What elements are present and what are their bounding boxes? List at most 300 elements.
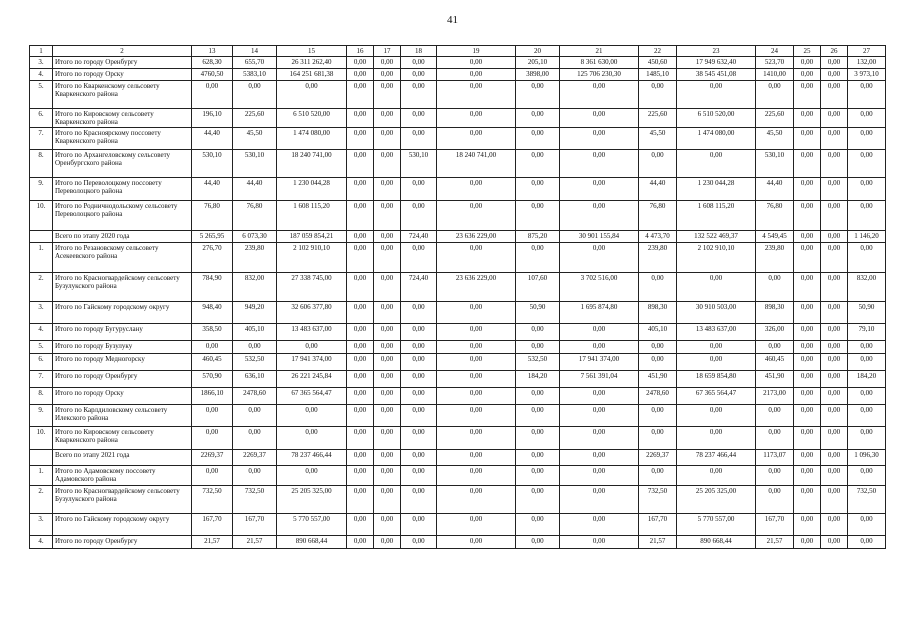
value-cell: 0,00	[794, 231, 821, 243]
value-cell: 0,00	[374, 109, 401, 128]
value-cell: 0,00	[821, 201, 848, 231]
value-cell: 0,00	[374, 466, 401, 486]
value-cell: 0,00	[848, 341, 886, 354]
value-cell: 0,00	[516, 450, 560, 466]
value-cell: 0,00	[560, 243, 639, 273]
value-cell: 0,00	[639, 341, 677, 354]
value-cell: 0,00	[437, 109, 516, 128]
value-cell: 0,00	[437, 486, 516, 514]
value-cell: 0,00	[347, 341, 374, 354]
value-cell: 4760,50	[192, 69, 233, 81]
value-cell: 0,00	[374, 371, 401, 388]
value-cell: 0,00	[347, 371, 374, 388]
value-cell: 2 102 910,10	[277, 243, 347, 273]
row-name-cell: Итого по городу Оренбургу	[53, 57, 192, 69]
data-table	[29, 45, 886, 549]
value-cell: 0,00	[794, 109, 821, 128]
column-number: 19	[437, 46, 516, 57]
row-number-cell: 7.	[30, 128, 53, 150]
value-cell: 0,00	[401, 128, 437, 150]
value-cell: 0,00	[821, 231, 848, 243]
value-cell: 0,00	[374, 57, 401, 69]
value-cell: 0,00	[794, 466, 821, 486]
value-cell: 0,00	[347, 273, 374, 302]
value-cell: 0,00	[677, 341, 756, 354]
value-cell: 0,00	[233, 427, 277, 450]
table-row	[30, 273, 886, 302]
value-cell: 655,70	[233, 57, 277, 69]
value-cell: 0,00	[560, 486, 639, 514]
row-number-cell: 2.	[30, 273, 53, 302]
value-cell: 76,80	[233, 201, 277, 231]
value-cell: 32 606 377,80	[277, 302, 347, 324]
value-cell: 0,00	[639, 405, 677, 427]
value-cell: 0,00	[794, 341, 821, 354]
value-cell: 0,00	[560, 201, 639, 231]
table-row	[30, 178, 886, 201]
value-cell: 0,00	[516, 466, 560, 486]
row-name-cell: Итого по Кваркенскому сельсовету Кваркенского района	[53, 81, 192, 109]
value-cell: 326,00	[756, 324, 794, 341]
value-cell: 0,00	[821, 273, 848, 302]
value-cell: 0,00	[347, 178, 374, 201]
row-name-cell: Итого по Кировскому сельсовету Кваркенского района	[53, 427, 192, 450]
value-cell: 0,00	[374, 178, 401, 201]
value-cell: 530,10	[401, 150, 437, 178]
value-cell: 0,00	[821, 178, 848, 201]
column-number: 2	[53, 46, 192, 57]
table-row	[30, 150, 886, 178]
value-cell: 0,00	[401, 324, 437, 341]
value-cell: 0,00	[437, 201, 516, 231]
row-number-cell: 3.	[30, 514, 53, 536]
value-cell: 205,10	[516, 57, 560, 69]
value-cell: 78 237 466,44	[677, 450, 756, 466]
value-cell: 0,00	[401, 388, 437, 405]
value-cell: 0,00	[347, 69, 374, 81]
value-cell: 1866,10	[192, 388, 233, 405]
value-cell: 0,00	[794, 388, 821, 405]
value-cell: 0,00	[639, 354, 677, 371]
value-cell: 0,00	[794, 486, 821, 514]
value-cell: 239,80	[756, 243, 794, 273]
table-row	[30, 324, 886, 341]
value-cell: 0,00	[437, 178, 516, 201]
value-cell: 225,60	[233, 109, 277, 128]
row-number-cell	[30, 450, 53, 466]
value-cell: 0,00	[347, 57, 374, 69]
value-cell: 3 973,10	[848, 69, 886, 81]
value-cell: 1 608 115,20	[277, 201, 347, 231]
value-cell: 30 901 155,84	[560, 231, 639, 243]
column-number: 15	[277, 46, 347, 57]
table-row	[30, 466, 886, 486]
table-row	[30, 354, 886, 371]
value-cell: 44,40	[192, 128, 233, 150]
value-cell: 0,00	[794, 405, 821, 427]
value-cell: 0,00	[192, 466, 233, 486]
value-cell: 0,00	[794, 302, 821, 324]
value-cell: 0,00	[848, 109, 886, 128]
value-cell: 0,00	[347, 231, 374, 243]
value-cell: 0,00	[401, 536, 437, 549]
value-cell: 0,00	[374, 273, 401, 302]
row-name-cell: Всего по этапу 2020 года	[53, 231, 192, 243]
value-cell: 0,00	[848, 427, 886, 450]
value-cell: 628,30	[192, 57, 233, 69]
row-name-cell: Итого по Гайскому городскому округу	[53, 514, 192, 536]
value-cell: 451,90	[756, 371, 794, 388]
row-number-cell: 5.	[30, 341, 53, 354]
value-cell: 26 311 262,40	[277, 57, 347, 69]
value-cell: 0,00	[677, 427, 756, 450]
value-cell: 0,00	[794, 201, 821, 231]
value-cell: 0,00	[756, 466, 794, 486]
value-cell: 0,00	[347, 81, 374, 109]
value-cell: 0,00	[437, 354, 516, 371]
value-cell: 0,00	[374, 128, 401, 150]
value-cell: 532,50	[233, 354, 277, 371]
value-cell: 0,00	[437, 243, 516, 273]
value-cell: 26 221 245,84	[277, 371, 347, 388]
table-row	[30, 109, 886, 128]
row-name-cell: Итого по Гайскому городскому округу	[53, 302, 192, 324]
value-cell: 44,40	[192, 178, 233, 201]
value-cell: 18 659 854,80	[677, 371, 756, 388]
value-cell: 0,00	[437, 405, 516, 427]
value-cell: 732,50	[848, 486, 886, 514]
value-cell: 832,00	[233, 273, 277, 302]
value-cell: 0,00	[516, 178, 560, 201]
row-name-cell: Итого по городу Медногорску	[53, 354, 192, 371]
value-cell: 0,00	[437, 341, 516, 354]
value-cell: 0,00	[374, 536, 401, 549]
value-cell: 724,40	[401, 231, 437, 243]
value-cell: 0,00	[639, 81, 677, 109]
value-cell: 164 251 681,38	[277, 69, 347, 81]
value-cell: 0,00	[821, 341, 848, 354]
value-cell: 0,00	[560, 405, 639, 427]
table-row	[30, 427, 886, 450]
value-cell: 0,00	[374, 302, 401, 324]
value-cell: 0,00	[560, 81, 639, 109]
value-cell: 0,00	[821, 466, 848, 486]
value-cell: 125 706 230,30	[560, 69, 639, 81]
value-cell: 23 636 229,00	[437, 231, 516, 243]
value-cell: 0,00	[437, 324, 516, 341]
value-cell: 2269,37	[233, 450, 277, 466]
value-cell: 0,00	[794, 450, 821, 466]
table-body	[30, 46, 886, 549]
value-cell: 1 695 874,80	[560, 302, 639, 324]
value-cell: 0,00	[437, 427, 516, 450]
table-row	[30, 450, 886, 466]
value-cell: 0,00	[347, 450, 374, 466]
value-cell: 0,00	[794, 536, 821, 549]
value-cell: 0,00	[192, 427, 233, 450]
column-number: 17	[374, 46, 401, 57]
value-cell: 0,00	[347, 302, 374, 324]
value-cell: 21,57	[192, 536, 233, 549]
value-cell: 0,00	[516, 341, 560, 354]
value-cell: 45,50	[639, 128, 677, 150]
column-number: 23	[677, 46, 756, 57]
value-cell: 0,00	[374, 201, 401, 231]
table-row	[30, 388, 886, 405]
row-name-cell: Итого по Резановскому сельсовету Асекеевского района	[53, 243, 192, 273]
value-cell: 0,00	[437, 57, 516, 69]
value-cell: 167,70	[639, 514, 677, 536]
value-cell: 225,60	[756, 109, 794, 128]
value-cell: 0,00	[516, 405, 560, 427]
value-cell: 0,00	[516, 514, 560, 536]
value-cell: 0,00	[437, 388, 516, 405]
value-cell: 0,00	[437, 450, 516, 466]
column-number: 26	[821, 46, 848, 57]
column-number-row	[30, 46, 886, 57]
value-cell: 0,00	[374, 486, 401, 514]
value-cell: 451,90	[639, 371, 677, 388]
value-cell: 17 949 632,40	[677, 57, 756, 69]
row-name-cell: Итого по городу Бугуруслану	[53, 324, 192, 341]
value-cell: 45,50	[756, 128, 794, 150]
value-cell: 2269,37	[639, 450, 677, 466]
row-name-cell: Итого по Красногвардейскому сельсовету Бузулукского района	[53, 486, 192, 514]
value-cell: 0,00	[233, 81, 277, 109]
value-cell: 0,00	[347, 128, 374, 150]
value-cell: 107,60	[516, 273, 560, 302]
value-cell: 0,00	[347, 324, 374, 341]
value-cell: 0,00	[794, 324, 821, 341]
value-cell: 67 365 564,47	[277, 388, 347, 405]
value-cell: 0,00	[516, 388, 560, 405]
value-cell: 17 941 374,00	[277, 354, 347, 371]
value-cell: 0,00	[347, 536, 374, 549]
column-number: 24	[756, 46, 794, 57]
value-cell: 0,00	[794, 128, 821, 150]
value-cell: 532,50	[516, 354, 560, 371]
row-name-cell: Всего по этапу 2021 года	[53, 450, 192, 466]
row-number-cell: 7.	[30, 371, 53, 388]
table-row	[30, 341, 886, 354]
value-cell: 890 668,44	[277, 536, 347, 549]
value-cell: 18 240 741,00	[277, 150, 347, 178]
value-cell: 0,00	[437, 514, 516, 536]
value-cell: 0,00	[639, 150, 677, 178]
value-cell: 0,00	[821, 388, 848, 405]
value-cell: 0,00	[794, 371, 821, 388]
value-cell: 0,00	[437, 466, 516, 486]
value-cell: 0,00	[821, 450, 848, 466]
value-cell: 460,45	[192, 354, 233, 371]
value-cell: 132,00	[848, 57, 886, 69]
value-cell: 0,00	[848, 81, 886, 109]
value-cell: 0,00	[794, 57, 821, 69]
value-cell: 6 073,30	[233, 231, 277, 243]
value-cell: 0,00	[821, 324, 848, 341]
value-cell: 732,50	[192, 486, 233, 514]
row-number-cell: 10.	[30, 201, 53, 231]
value-cell: 3898,00	[516, 69, 560, 81]
value-cell: 0,00	[794, 243, 821, 273]
column-number: 21	[560, 46, 639, 57]
value-cell: 225,60	[639, 109, 677, 128]
row-name-cell: Итого по городу Оренбургу	[53, 536, 192, 549]
value-cell: 0,00	[277, 405, 347, 427]
value-cell: 2269,37	[192, 450, 233, 466]
value-cell: 4 549,45	[756, 231, 794, 243]
value-cell: 0,00	[347, 109, 374, 128]
value-cell: 76,80	[756, 201, 794, 231]
value-cell: 0,00	[401, 69, 437, 81]
row-name-cell: Итого по Родничнодольскому сельсовету Переволоцкого района	[53, 201, 192, 231]
value-cell: 196,10	[192, 109, 233, 128]
value-cell: 636,10	[233, 371, 277, 388]
column-number: 1	[30, 46, 53, 57]
value-cell: 0,00	[347, 150, 374, 178]
value-cell: 0,00	[374, 514, 401, 536]
value-cell: 0,00	[233, 405, 277, 427]
value-cell: 0,00	[677, 81, 756, 109]
value-cell: 0,00	[821, 128, 848, 150]
value-cell: 890 668,44	[677, 536, 756, 549]
value-cell: 0,00	[560, 324, 639, 341]
value-cell: 0,00	[848, 466, 886, 486]
value-cell: 732,50	[639, 486, 677, 514]
value-cell: 0,00	[401, 450, 437, 466]
value-cell: 13 483 637,00	[277, 324, 347, 341]
value-cell: 405,10	[639, 324, 677, 341]
value-cell: 0,00	[374, 231, 401, 243]
value-cell: 184,20	[848, 371, 886, 388]
value-cell: 2478,60	[233, 388, 277, 405]
value-cell: 132 522 469,37	[677, 231, 756, 243]
value-cell: 898,30	[756, 302, 794, 324]
table-row	[30, 231, 886, 243]
value-cell: 0,00	[794, 514, 821, 536]
value-cell: 0,00	[516, 150, 560, 178]
row-number-cell: 8.	[30, 388, 53, 405]
value-cell: 44,40	[639, 178, 677, 201]
value-cell: 5 770 557,00	[277, 514, 347, 536]
value-cell: 0,00	[277, 81, 347, 109]
value-cell: 1173,07	[756, 450, 794, 466]
table-row	[30, 57, 886, 69]
value-cell: 530,10	[233, 150, 277, 178]
value-cell: 948,40	[192, 302, 233, 324]
value-cell: 0,00	[821, 354, 848, 371]
table-row	[30, 371, 886, 388]
value-cell: 0,00	[639, 466, 677, 486]
value-cell: 45,50	[233, 128, 277, 150]
value-cell: 570,90	[192, 371, 233, 388]
value-cell: 23 636 229,00	[437, 273, 516, 302]
value-cell: 0,00	[347, 486, 374, 514]
row-number-cell: 2.	[30, 486, 53, 514]
value-cell: 0,00	[437, 302, 516, 324]
row-number-cell: 8.	[30, 150, 53, 178]
value-cell: 1 096,30	[848, 450, 886, 466]
row-name-cell: Итого по Переволоцкому поссовету Переволоцкого района	[53, 178, 192, 201]
value-cell: 27 338 745,00	[277, 273, 347, 302]
value-cell: 76,80	[192, 201, 233, 231]
value-cell: 0,00	[347, 514, 374, 536]
value-cell: 0,00	[347, 243, 374, 273]
value-cell: 25 205 325,00	[277, 486, 347, 514]
value-cell: 0,00	[821, 57, 848, 69]
value-cell: 0,00	[756, 405, 794, 427]
column-number: 20	[516, 46, 560, 57]
value-cell: 0,00	[639, 427, 677, 450]
value-cell: 0,00	[401, 109, 437, 128]
row-name-cell: Итого по Карлдиловскому сельсовету Илекского района	[53, 405, 192, 427]
value-cell: 17 941 374,00	[560, 354, 639, 371]
value-cell: 18 240 741,00	[437, 150, 516, 178]
value-cell: 0,00	[794, 178, 821, 201]
row-name-cell: Итого по Кировскому сельсовету Кваркенского района	[53, 109, 192, 128]
value-cell: 0,00	[677, 466, 756, 486]
value-cell: 0,00	[677, 273, 756, 302]
value-cell: 0,00	[677, 150, 756, 178]
value-cell: 187 059 854,21	[277, 231, 347, 243]
value-cell: 0,00	[560, 128, 639, 150]
value-cell: 0,00	[347, 388, 374, 405]
value-cell: 0,00	[756, 427, 794, 450]
value-cell: 1 230 044,28	[677, 178, 756, 201]
value-cell: 1 608 115,20	[677, 201, 756, 231]
row-number-cell: 9.	[30, 405, 53, 427]
value-cell: 0,00	[821, 536, 848, 549]
value-cell: 76,80	[639, 201, 677, 231]
value-cell: 0,00	[821, 109, 848, 128]
column-number: 13	[192, 46, 233, 57]
value-cell: 6 510 520,00	[277, 109, 347, 128]
value-cell: 0,00	[794, 150, 821, 178]
value-cell: 0,00	[437, 536, 516, 549]
value-cell: 0,00	[374, 427, 401, 450]
value-cell: 784,90	[192, 273, 233, 302]
value-cell: 2478,60	[639, 388, 677, 405]
value-cell: 0,00	[401, 201, 437, 231]
row-number-cell: 5.	[30, 81, 53, 109]
row-name-cell: Итого по городу Орску	[53, 388, 192, 405]
value-cell: 0,00	[374, 69, 401, 81]
column-number: 22	[639, 46, 677, 57]
value-cell: 0,00	[374, 388, 401, 405]
value-cell: 0,00	[374, 405, 401, 427]
table-row	[30, 514, 886, 536]
value-cell: 21,57	[756, 536, 794, 549]
value-cell: 0,00	[821, 69, 848, 81]
value-cell: 239,80	[639, 243, 677, 273]
value-cell: 25 205 325,00	[677, 486, 756, 514]
value-cell: 79,10	[848, 324, 886, 341]
value-cell: 0,00	[347, 466, 374, 486]
value-cell: 0,00	[821, 405, 848, 427]
column-number: 18	[401, 46, 437, 57]
value-cell: 0,00	[277, 341, 347, 354]
value-cell: 5 770 557,00	[677, 514, 756, 536]
table-row	[30, 81, 886, 109]
value-cell: 0,00	[192, 405, 233, 427]
value-cell: 0,00	[848, 128, 886, 150]
row-name-cell: Итого по городу Орску	[53, 69, 192, 81]
value-cell: 13 483 637,00	[677, 324, 756, 341]
value-cell: 0,00	[374, 324, 401, 341]
value-cell: 0,00	[848, 405, 886, 427]
value-cell: 0,00	[821, 81, 848, 109]
value-cell: 0,00	[560, 514, 639, 536]
